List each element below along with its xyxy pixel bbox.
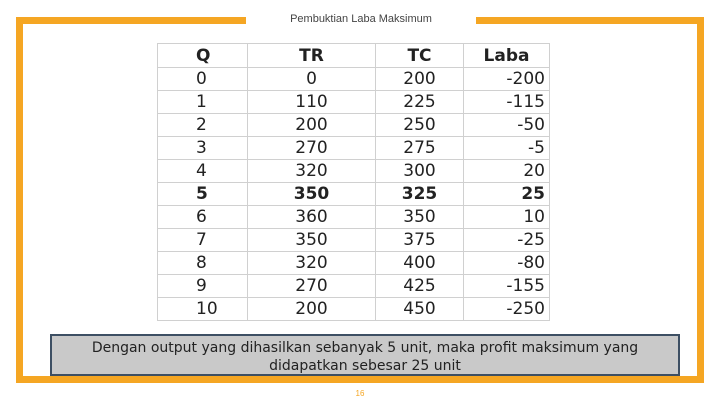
table-header-row [158,44,550,68]
table-row [158,275,550,298]
cell-tr: 270 [248,275,376,298]
cell-tr: 360 [248,206,376,229]
page-number: 16 [355,389,365,398]
cell-tc: 225 [376,91,464,114]
table-row [158,68,550,91]
cell-tr: 0 [248,68,376,91]
cell-laba: 25 [464,183,550,206]
cell-tc: 450 [376,298,464,321]
header-laba: Laba [464,44,550,68]
cell-q: 9 [158,275,248,298]
cell-tc: 375 [376,229,464,252]
cell-q: 7 [158,229,248,252]
cell-q: 6 [158,206,248,229]
cell-tc: 250 [376,114,464,137]
conclusion-box [50,334,680,376]
cell-q: 0 [158,68,248,91]
cell-tr: 270 [248,137,376,160]
cell-tc: 350 [376,206,464,229]
cell-q: 4 [158,160,248,183]
frame-top-left-bar [16,17,246,24]
table-row [158,252,550,275]
cell-laba: -200 [464,68,550,91]
cell-tc: 275 [376,137,464,160]
cell-laba: -250 [464,298,550,321]
cell-tr: 200 [248,298,376,321]
cell-tr: 320 [248,160,376,183]
table-body [158,68,550,321]
table-row [158,229,550,252]
cell-q: 10 [158,298,248,321]
cell-laba: -25 [464,229,550,252]
table-row [158,137,550,160]
cell-tc: 400 [376,252,464,275]
cell-tr: 320 [248,252,376,275]
cell-q: 8 [158,252,248,275]
cell-tc: 200 [376,68,464,91]
cell-tr: 110 [248,91,376,114]
cell-q: 3 [158,137,248,160]
slide-title: Pembuktian Laba Maksimum [290,13,432,25]
cell-laba: -50 [464,114,550,137]
cell-q: 1 [158,91,248,114]
cell-laba: 10 [464,206,550,229]
table-row [158,160,550,183]
cell-tr: 350 [248,183,376,206]
frame-right-bar [697,17,704,383]
cell-tc: 325 [376,183,464,206]
table-row [158,298,550,321]
conclusion-line-1: Dengan output yang dihasilkan sebanyak 5 unit, maka profit maksimum yang [91,340,639,356]
cell-q: 2 [158,114,248,137]
cell-q: 5 [158,183,248,206]
cell-laba: -5 [464,137,550,160]
header-tc: TC [376,44,464,68]
frame-left-bar [16,17,23,383]
frame-top-right-bar [476,17,704,24]
header-tr: TR [248,44,376,68]
frame-bottom-bar [16,376,704,383]
table-row [158,183,550,206]
cell-laba: -155 [464,275,550,298]
conclusion-line-2: didapatkan sebesar 25 unit [269,358,461,374]
table-row [158,91,550,114]
cell-laba: -115 [464,91,550,114]
cell-tc: 300 [376,160,464,183]
profit-table [157,43,550,321]
cell-tc: 425 [376,275,464,298]
cell-tr: 200 [248,114,376,137]
header-q: Q [158,44,248,68]
cell-laba: -80 [464,252,550,275]
cell-laba: 20 [464,160,550,183]
cell-tr: 350 [248,229,376,252]
table-row [158,206,550,229]
table-row [158,114,550,137]
